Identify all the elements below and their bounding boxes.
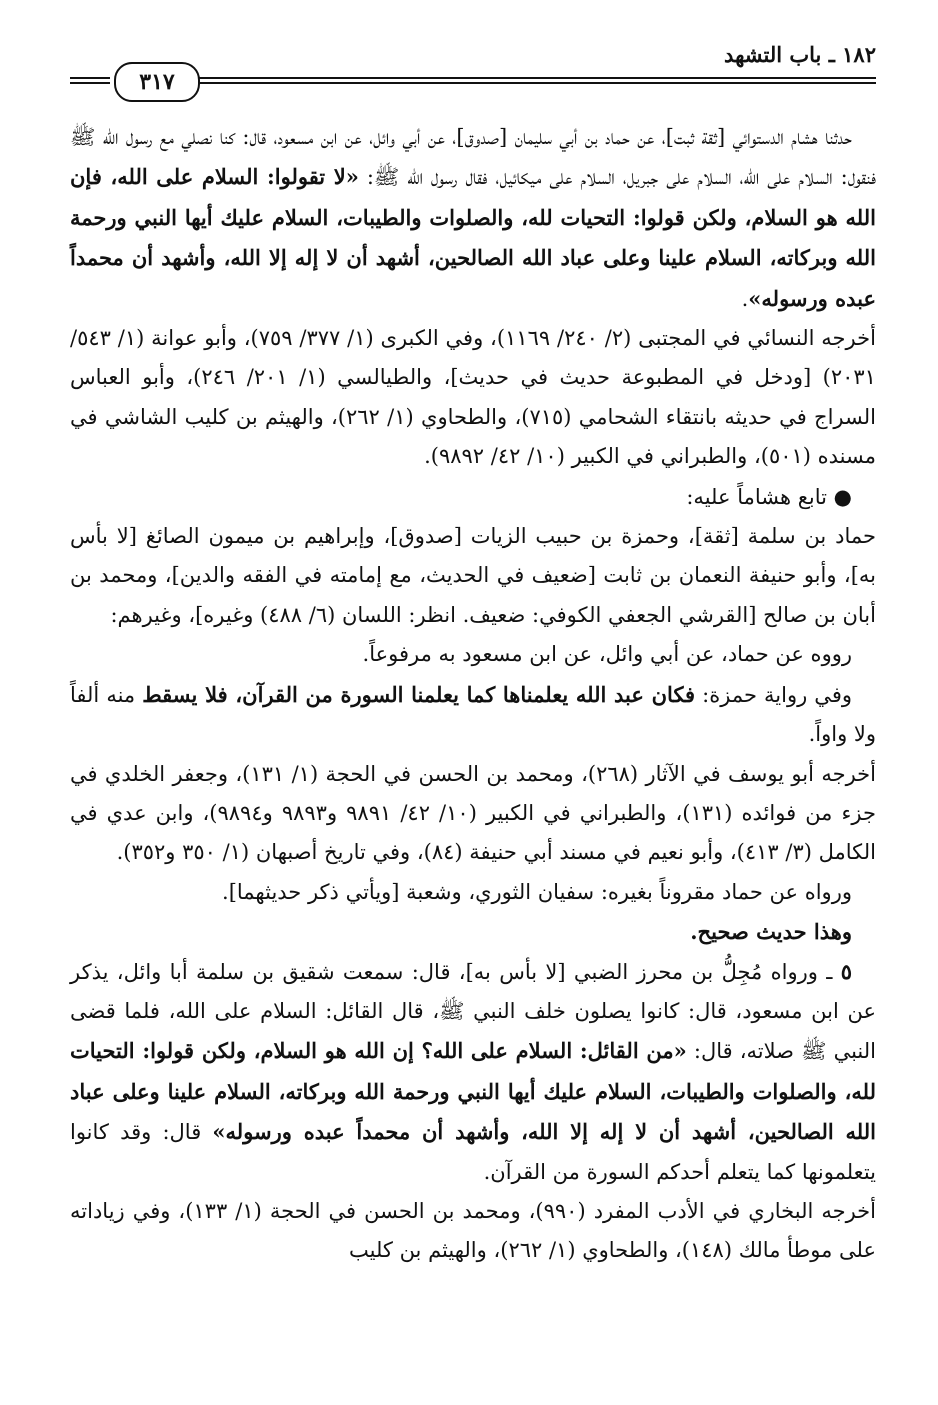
header-rule <box>198 82 876 84</box>
hamza-version-paragraph <box>70 675 876 755</box>
follow-up-text: تابع هشاماً عليه: <box>686 484 834 509</box>
hadith-quote: «من القائل: السلام على الله؟ إن الله هو السلام، ولكن قولوا: التحيات لله، والصلوات والطيبات، السلام عليك أيها النبي ورحمة الله وبركاته، السلام علينا وعلى عباد الله الصالحين، أشهد أن لا إله إلا الله، وأشهد أن محمداً عبده ورسوله» <box>70 1038 876 1145</box>
hadith-quote: فكان عبد الله يعلمناها كما يعلمنا السورة من القرآن، فلا يسقط <box>142 681 696 707</box>
takhrij-paragraph: أخرجه النسائي في المجتبى (٢/ ٢٤٠/ ١١٦٩)، وفي الكبرى (١/ ٣٧٧/ ٧٥٩)، وأبو عوانة (١/ ٥٤٣/ ٢٠٣١) [ودخل في المطبوعة حديث في حديث]، والطيالسي (١/ ٢٠١/ ٢٤٦)، وأبو العباس السراج في حديثه بانتقاء الشحامي (٧١٥)، والطحاوي (١/ ٢٦٢)، والهيثم بن كليب الشاشي في مسنده (٥٠١)، والطبراني في الكبير (١٠/ ٤٢/ ٩٨٩٢). <box>70 326 876 469</box>
narration-text: ـ ورواه مُجِلُّ بن محرز الضبي [لا بأس به]، قال: سمعت شقيق بن سلمة أبا وائل، يذكر عن ابن مسعود، قال: كانوا يصلون خلف النبي ﷺ، قال القائل: السلام على الله، فلما قضى النبي ﷺ صلاته، قال: <box>70 959 876 1064</box>
narration-text: قال: وقد كانوا يتعلمونها كما يتعلم أحدكم السورة من القرآن. <box>70 1120 876 1184</box>
narration-text: منه ألفاً ولا واواً. <box>70 682 876 747</box>
header-rule <box>70 82 110 84</box>
running-title: ١٨٢ ـ باب التشهد <box>724 42 876 67</box>
narration-paragraph: ورواه عن حماد مقروناً بغيره: سفيان الثوري، وشعبة [ويأتي ذكر حديثهما]. <box>222 879 852 904</box>
narrators-paragraph: حماد بن سلمة [ثقة]، وحمزة بن حبيب الزيات [صدوق]، وإبراهيم بن ميمون الصائغ [لا بأس به]، وأبو حنيفة النعمان بن ثابت [ضعيف في الحديث، مع إمامته في الفقه والدين]، ومحمد بن أبان بن صالح [القرشي الجعفي الكوفي: ضعيف. انظر: اللسان (٦/ ٤٨٨) وغيره]، وغيرهم: <box>70 524 876 627</box>
follow-up-heading <box>70 477 876 517</box>
page-header <box>70 40 876 95</box>
hadith-quote: «لا تقولوا: السلام على الله، فإن الله هو السلام، ولكن قولوا: التحيات لله، والصلوات والطيبات، السلام عليك أيها النبي ورحمة الله وبركاته، السلام علينا وعلى عباد الله الصالحين، أشهد أن لا إله إلا الله، وأشهد أن محمداً عبده ورسوله» <box>70 164 876 311</box>
hadith-number: ٥ <box>840 958 852 984</box>
takhrij-paragraph: أخرجه البخاري في الأدب المفرد (٩٩٠)، ومحمد بن الحسن في الحجة (١/ ١٣٣)، وفي زياداته على موطأ مالك (١٤٨)، والطحاوي (١/ ٢٦٢)، والهيثم بن كليب <box>70 1198 876 1263</box>
hadith-paragraph <box>70 952 876 1192</box>
punctuation: . <box>741 286 749 311</box>
page-number-badge: ٣١٧ <box>114 62 200 102</box>
takhrij-paragraph: أخرجه أبو يوسف في الآثار (٢٦٨)، ومحمد بن الحسن في الحجة (١/ ١٣١)، وجعفر الخلدي في جزء من فوائده (١٣١)، والطبراني في الكبير (١٠/ ٤٢/ ٩٨٩١ و٩٨٩٣ و٩٨٩٤)، وابن عدي في الكامل (٣/ ٤١٣)، وأبو نعيم في مسند أبي حنيفة (٨٤)، وفي تاريخ أصبهان (١/ ٣٥٠ و٣٥٢). <box>70 761 876 865</box>
page-body <box>70 118 876 1271</box>
header-rule <box>198 77 876 79</box>
bullet-icon: ● <box>833 483 852 509</box>
grading-statement: وهذا حديث صحيح. <box>690 919 852 945</box>
narration-text: وفي رواية حمزة: <box>695 682 852 707</box>
narration-paragraph: رووه عن حماد، عن أبي وائل، عن ابن مسعود به مرفوعاً. <box>362 642 852 667</box>
header-rule <box>70 77 110 79</box>
narration-text: حدثنا هشام الدستوائي [ثقة ثبت]، عن حماد بن أبي سليمان [صدوق]، عن أبي وائل، عن ابن مسعود، قال: كنا نصلي مع رسول الله ﷺ فنقول: السلام على الله، السلام على جبريل، السلام على ميكائيل، فقال رسول الله ﷺ: <box>70 125 877 190</box>
hadith-paragraph <box>70 118 876 319</box>
